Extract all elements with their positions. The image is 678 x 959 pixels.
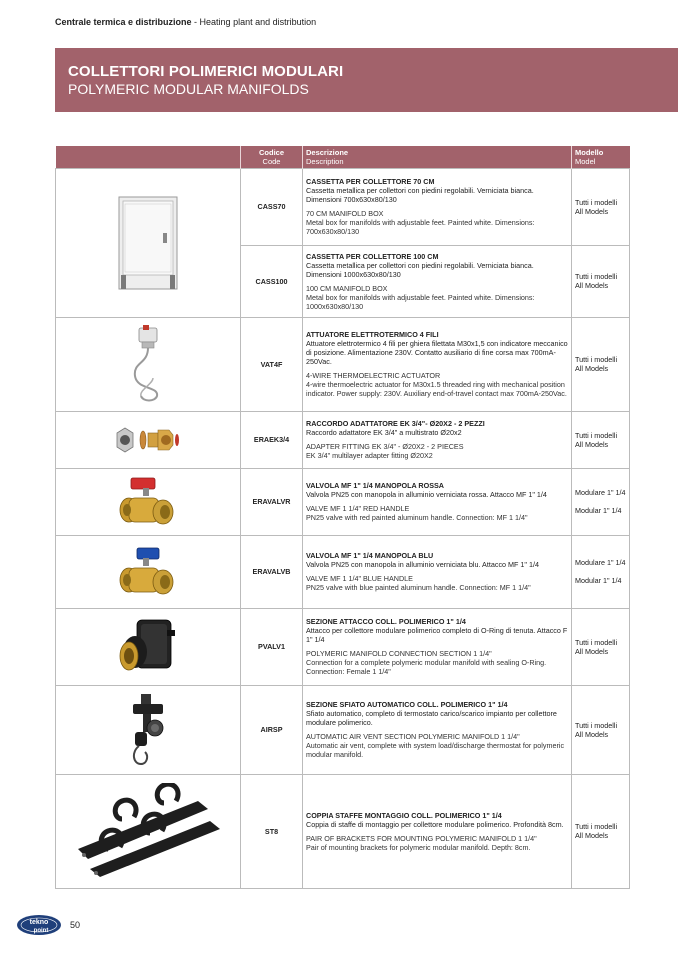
product-code: ST8 [241, 774, 303, 888]
product-model [572, 535, 630, 608]
product-description [303, 317, 572, 411]
product-code: ERAVALVB [241, 535, 303, 608]
product-model [572, 685, 630, 774]
product-description [303, 245, 572, 317]
product-description [303, 411, 572, 468]
model-it: Tutti i modelli [575, 822, 618, 831]
product-model [572, 168, 630, 245]
desc-text-en: Connection for a complete polymeric modular manifold with sealing O-Ring. Connection: Female 1 1/4" [306, 658, 547, 676]
page-number: 50 [70, 920, 81, 930]
desc-text-it: Valvola PN25 con manopola in alluminio verniciata blu. Attacco MF 1" 1/4 [306, 560, 539, 569]
model-en: Modular 1" 1/4 [575, 576, 622, 585]
product-description [303, 774, 572, 888]
header-description [303, 146, 572, 168]
model-en: All Models [575, 439, 609, 449]
valve-red-image [117, 474, 179, 530]
desc-text-en: 4-wire thermoelectric actuator for M30x1.5 threaded ring with mechanical position indicator. Power supply: 230V. Auxiliary end-of-travel contact max 700mA-250Vac. [306, 380, 567, 398]
desc-title-it: COPPIA STAFFE MONTAGGIO COLL. POLIMERICO 1" 1/4 [306, 810, 502, 820]
desc-text-en: Automatic air vent, complete with system load/discharge thermostat for polymeric modular manifold. [306, 741, 565, 759]
desc-text-it: Raccordo adattatore EK 3/4" a multistrato Ø20x2 [306, 428, 462, 437]
desc-title-it: CASSETTA PER COLLETTORE 100 CM [306, 251, 439, 261]
desc-text-it: Attacco per collettore modulare polimerico completo di O-Ring di tenuta. Attacco F 1" 1/4 [306, 626, 568, 644]
header-model-it: Modello [575, 147, 604, 157]
product-description [303, 168, 572, 245]
image-manifold-box [56, 168, 241, 317]
table-row [56, 608, 630, 685]
model-en: All Models [575, 364, 609, 373]
breadcrumb-subsection: - Heating plant and distribution [191, 17, 317, 27]
model-it: Tutti i modelli [575, 430, 618, 440]
connection-section-image [115, 616, 181, 678]
product-table [55, 146, 630, 889]
table-row [56, 168, 630, 245]
table-row [56, 685, 630, 774]
model-en: All Models [575, 646, 609, 656]
desc-title-en: PAIR OF BRACKETS FOR MOUNTING POLYMERIC MANIFOLD 1 1/4" [306, 833, 537, 843]
model-en: All Models [575, 729, 609, 739]
model-it: Modulare 1" 1/4 [575, 558, 626, 567]
adapter-fitting-image [115, 425, 181, 455]
table-row [56, 774, 630, 888]
section-title-it: COLLETTORI POLIMERICI MODULARI [68, 63, 344, 80]
desc-title-it: ATTUATORE ELETTROTERMICO 4 FILI [306, 330, 439, 339]
mounting-brackets-image [68, 783, 228, 879]
table-row [56, 317, 630, 411]
desc-text-it: Coppia di staffe di montaggio per collettore modulare polimerico. Profondità 8cm. [306, 819, 564, 829]
header-code-it: Codice [258, 147, 284, 157]
product-model [572, 774, 630, 888]
logo-text-top: tekno [29, 919, 49, 926]
desc-text-it: Sfiato automatico, completo di termostato carico/scarico impianto per collettore modulare polimerico. [306, 709, 557, 727]
desc-text-it: Attuatore elettrotermico 4 fili per ghiera filettata M30x1,5 con indicatore meccanico di posizione. Alimentazione 230V. Contatto ausiliario di fine corsa max 700mA-250Vac. [306, 339, 568, 366]
model-it: Tutti i modelli [575, 272, 618, 281]
product-model [572, 411, 630, 468]
desc-title-en: 100 CM MANIFOLD BOX [306, 283, 388, 293]
product-model [572, 608, 630, 685]
model-en: All Models [575, 206, 609, 216]
table-row [56, 468, 630, 535]
product-description [303, 608, 572, 685]
desc-text-en: PN25 valve with red painted aluminum handle. Connection: MF 1 1/4" [306, 513, 528, 522]
desc-title-en: POLYMERIC MANIFOLD CONNECTION SECTION 1 1/4" [306, 649, 492, 658]
table-row [56, 535, 630, 608]
product-code: PVALV1 [241, 608, 303, 685]
header-desc-en: Description [306, 156, 344, 166]
desc-title-it: VALVOLA MF 1" 1/4 MANOPOLA BLU [306, 551, 434, 560]
header-image [56, 146, 241, 168]
desc-title-it: CASSETTA PER COLLETTORE 70 CM [306, 177, 435, 186]
header-model-en: Model [575, 156, 596, 166]
product-code: CASS100 [241, 245, 303, 317]
breadcrumb-section: Centrale termica e distribuzione [55, 17, 192, 27]
product-model [572, 468, 630, 535]
product-code: VAT4F [241, 317, 303, 411]
desc-title-it: SEZIONE ATTACCO COLL. POLIMERICO 1" 1/4 [306, 617, 466, 626]
air-vent-image [123, 692, 173, 768]
breadcrumb [55, 17, 316, 27]
image-actuator [56, 317, 241, 411]
image-air-vent [56, 685, 241, 774]
image-valve-blue [56, 535, 241, 608]
product-code: ERAVALVR [241, 468, 303, 535]
desc-title-en: VALVE MF 1 1/4" RED HANDLE [306, 504, 410, 513]
section-banner [55, 48, 678, 112]
header-model [572, 146, 630, 168]
table-header-row [56, 146, 630, 168]
desc-title-it: SEZIONE SFIATO AUTOMATICO COLL. POLIMERICO 1" 1/4 [306, 700, 508, 709]
header-code-en: Code [262, 156, 281, 166]
model-it: Tutti i modelli [575, 197, 618, 207]
model-it: Tutti i modelli [575, 355, 618, 364]
model-en: All Models [575, 831, 609, 840]
product-code: AIRSP [241, 685, 303, 774]
product-description [303, 468, 572, 535]
desc-title-it: VALVOLA MF 1" 1/4 MANOPOLA ROSSA [306, 481, 444, 490]
desc-title-en: 70 CM MANIFOLD BOX [306, 209, 384, 218]
product-description [303, 535, 572, 608]
model-en: All Models [575, 281, 609, 290]
product-model [572, 245, 630, 317]
desc-title-en: AUTOMATIC AIR VENT SECTION POLYMERIC MANIFOLD 1 1/4" [306, 732, 520, 741]
model-it: Tutti i modelli [575, 637, 618, 647]
image-adapter-fitting [56, 411, 241, 468]
desc-text-en: Metal box for manifolds with adjustable feet. Painted white. Dimensions: 700x630x80/130 [306, 218, 535, 236]
table-row [56, 411, 630, 468]
model-it: Modulare 1" 1/4 [575, 488, 626, 497]
valve-blue-image [117, 544, 179, 600]
product-code: ERAEK3/4 [241, 411, 303, 468]
image-connection-section [56, 608, 241, 685]
product-description [303, 685, 572, 774]
logo-text-bottom: point [33, 928, 49, 934]
desc-text-en: PN25 valve with blue painted aluminum handle. Connection: MF 1 1/4" [306, 583, 531, 592]
desc-title-en: VALVE MF 1 1/4" BLUE HANDLE [306, 574, 413, 583]
header-desc-it: Descrizione [306, 147, 349, 157]
actuator-image [123, 324, 173, 404]
image-valve-red [56, 468, 241, 535]
product-model [572, 317, 630, 411]
image-mounting-brackets [56, 774, 241, 888]
desc-title-en: 4-WIRE THERMOELECTRIC ACTUATOR [306, 371, 441, 380]
desc-text-it: Cassetta metallica per collettori con piedini regolabili. Verniciata bianca. Dimensioni 700x630x80/130 [306, 186, 534, 204]
product-code: CASS70 [241, 168, 303, 245]
section-title-en: POLYMERIC MODULAR MANIFOLDS [68, 81, 309, 97]
desc-text-en: EK 3/4" multilayer adapter fitting Ø20X2 [306, 451, 433, 460]
tekno-point-logo [16, 914, 62, 936]
desc-text-it: Valvola PN25 con manopola in alluminio verniciata rossa. Attacco MF 1" 1/4 [306, 490, 547, 499]
desc-text-it: Cassetta metallica per collettori con piedini regolabili. Verniciata bianca. Dimensioni 1000x630x80/130 [306, 260, 534, 279]
header-code [241, 146, 303, 168]
model-it: Tutti i modelli [575, 720, 618, 730]
desc-title-en: ADAPTER FITTING EK 3/4" - Ø20X2 - 2 PIECES [306, 442, 464, 451]
desc-title-it: RACCORDO ADATTATORE EK 3/4"- Ø20X2 - 2 PEZZI [306, 419, 485, 428]
desc-text-en: Pair of mounting brackets for polymeric modular manifold. Depth: 8cm. [306, 842, 531, 852]
desc-text-en: Metal box for manifolds with adjustable feet. Painted white. Dimensions: 1000x630x80/130 [306, 292, 535, 311]
model-en: Modular 1" 1/4 [575, 506, 622, 515]
manifold-box-image [115, 195, 181, 291]
